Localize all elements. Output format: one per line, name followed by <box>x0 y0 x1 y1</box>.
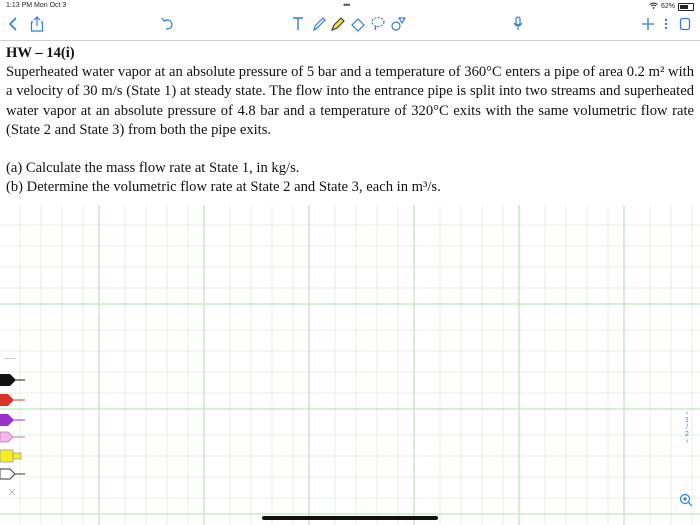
problem-title: HW – 14(i) <box>6 45 75 61</box>
pen-icon[interactable] <box>312 16 326 32</box>
total-pages: 2 <box>685 431 689 438</box>
close-tray-icon <box>9 489 15 495</box>
page-down-icon[interactable]: › <box>685 438 689 445</box>
multitask-dots[interactable]: ••• <box>343 0 350 10</box>
battery-icon <box>678 3 694 11</box>
eraser-icon[interactable] <box>350 16 366 32</box>
toolbar <box>0 12 700 40</box>
lasso-icon[interactable] <box>370 16 386 32</box>
home-indicator[interactable] <box>262 516 438 520</box>
add-icon[interactable] <box>642 16 654 32</box>
wifi-icon <box>649 2 658 11</box>
black-pen-icon <box>0 374 25 386</box>
more-icon[interactable] <box>663 16 669 32</box>
text-icon[interactable] <box>292 16 304 32</box>
question-a: (a) Calculate the mass flow rate at State 1, in kg/s. <box>6 160 300 177</box>
page-indicator[interactable] <box>680 410 694 445</box>
pen-tray <box>0 356 26 506</box>
battery-percent: 62% <box>660 3 675 10</box>
pink-pen-icon <box>0 432 25 442</box>
status-bar <box>0 0 700 12</box>
share-icon[interactable] <box>30 16 44 32</box>
mic-icon[interactable] <box>512 16 524 32</box>
yellow-highlighter-icon <box>0 450 21 462</box>
toolbar-divider <box>0 40 700 41</box>
back-icon[interactable] <box>8 16 18 32</box>
tray-handle[interactable] <box>4 358 16 359</box>
red-pen-icon <box>0 394 25 406</box>
white-pen-icon <box>0 469 25 479</box>
page-up-icon[interactable]: ‹ <box>685 410 689 417</box>
question-b: (b) Determine the volumetric flow rate at State 2 and State 3, each in m³/s. <box>6 179 441 196</box>
page-separator: / <box>686 424 688 431</box>
purple-pen-icon <box>0 414 25 426</box>
undo-icon[interactable] <box>160 16 176 32</box>
status-time: 1:13 PM Mon Oct 3 <box>6 2 67 9</box>
highlighter-icon[interactable] <box>330 16 346 32</box>
problem-paragraph: Superheated water vapor at an absolute pressure of 5 bar and a temperature of 360°C enters a pipe of area 0.2 m² with a velocity of 30 m/s (State 1) at steady state. The flow into the entrance pipe is split into two streams and superheated water vapor at an absolute pressure of 4.8 bar and a temperature of 320°C exits with the same volumetric flow rate (State 2 and State 3) from both the pipe exits. <box>6 64 694 138</box>
grid-paper <box>0 205 700 525</box>
status-right <box>649 2 694 11</box>
problem-text <box>6 44 694 197</box>
zoom-icon[interactable] <box>679 493 693 512</box>
current-page: 1 <box>685 417 689 424</box>
pages-icon[interactable] <box>679 16 691 32</box>
shapes-icon[interactable] <box>390 16 408 32</box>
